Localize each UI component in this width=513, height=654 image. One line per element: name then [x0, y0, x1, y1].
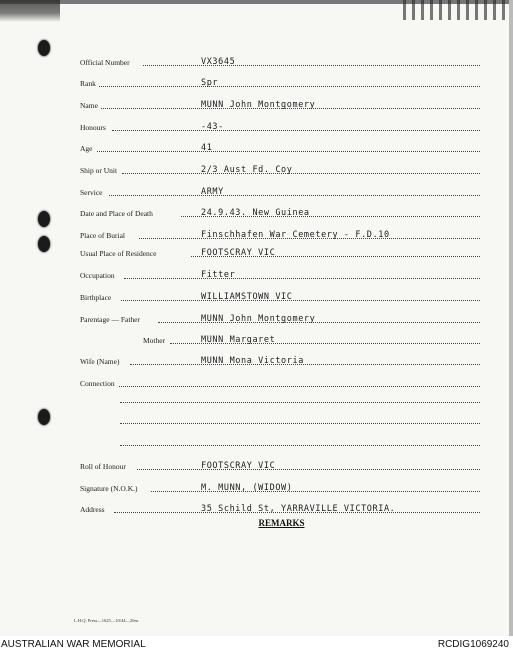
field-label: Official Number	[80, 58, 130, 67]
field-value: FOOTSCRAY VIC	[201, 461, 276, 471]
field-label: Service	[80, 188, 103, 197]
field-value: MUNN John Montgomery	[201, 100, 316, 110]
field-wife	[0, 351, 513, 367]
dotted-line	[121, 300, 480, 301]
field-date-place-of-death	[0, 203, 513, 219]
field-label: Roll of Honour	[80, 462, 126, 471]
field-value: M. MUNN, (WIDOW)	[201, 483, 293, 493]
field-name	[0, 95, 513, 111]
dotted-line	[97, 151, 480, 152]
dotted-line	[130, 364, 480, 365]
dotted-line	[112, 130, 480, 131]
field-label: Wife (Name)	[80, 357, 120, 366]
field-connection	[0, 373, 513, 389]
field-value: VX3645	[201, 57, 236, 67]
connection-line	[120, 402, 480, 403]
field-label: Age	[80, 144, 93, 153]
field-occupation	[0, 265, 513, 281]
footer-institution: AUSTRALIAN WAR MEMORIAL	[1, 639, 146, 650]
field-rank	[0, 73, 513, 89]
field-value: WILLIAMSTOWN VIC	[201, 292, 293, 302]
field-usual-residence	[0, 243, 513, 259]
field-value: Finschhafen War Cemetery - F.D.10	[201, 230, 390, 240]
field-value: MUNN Mona Victoria	[201, 356, 304, 366]
field-value: 2/3 Aust Fd. Coy	[201, 165, 293, 175]
field-value: Spr	[201, 78, 219, 88]
scan-shadow-left	[0, 0, 60, 22]
field-signature-nok	[0, 478, 513, 494]
dotted-line	[143, 65, 480, 66]
field-label: Occupation	[80, 271, 115, 280]
dotted-line	[124, 278, 480, 279]
field-label: Connection	[80, 379, 115, 388]
scan-shadow-right	[403, 0, 513, 20]
field-value: MUNN Margaret	[201, 335, 276, 345]
field-label: Usual Place of Residence	[80, 249, 157, 258]
field-value: ARMY	[201, 187, 224, 197]
connection-line	[120, 445, 480, 446]
field-value: 24.9.43. New Guinea	[201, 208, 310, 218]
field-label: Rank	[80, 79, 96, 88]
field-label: Signature (N.O.K.)	[80, 484, 138, 493]
field-label: Place of Burial	[80, 231, 125, 240]
remarks-heading: REMARKS	[258, 518, 305, 528]
field-ship-or-unit	[0, 160, 513, 176]
printer-imprint: L.H.Q. Press—1625—10/44—20m.	[74, 618, 140, 623]
dotted-line	[109, 195, 480, 196]
punch-hole	[38, 409, 50, 425]
field-label: Ship or Unit	[80, 166, 118, 175]
field-label: Birthplace	[80, 293, 112, 302]
field-value: -43-	[201, 122, 224, 132]
field-address	[0, 499, 513, 515]
field-father	[0, 309, 513, 325]
field-label: Honours	[80, 123, 106, 132]
field-roll-of-honour	[0, 456, 513, 472]
field-mother	[0, 330, 513, 346]
footer-record-id: RCDIG1069240	[437, 639, 509, 650]
field-value: 41	[201, 143, 213, 153]
field-label: Name	[80, 101, 98, 110]
field-value: FOOTSCRAY VIC	[201, 248, 276, 258]
field-value: 35 Schild St, YARRAVILLE VICTORIA.	[201, 504, 396, 514]
dotted-line	[119, 386, 480, 387]
field-value: Fitter	[201, 270, 236, 280]
field-label: Parentage — Father	[80, 315, 140, 324]
field-label: Mother	[143, 336, 166, 345]
field-age	[0, 138, 513, 154]
dotted-line	[99, 86, 480, 87]
field-value: MUNN John Montgomery	[201, 314, 316, 324]
dotted-line	[137, 469, 480, 470]
field-label: Date and Place of Death	[80, 209, 153, 218]
field-official-number	[0, 52, 513, 68]
field-label: Address	[80, 505, 105, 514]
field-service	[0, 182, 513, 198]
field-birthplace	[0, 287, 513, 303]
field-honours	[0, 117, 513, 133]
dotted-line	[122, 173, 480, 174]
connection-line	[120, 423, 480, 424]
field-place-of-burial	[0, 225, 513, 241]
